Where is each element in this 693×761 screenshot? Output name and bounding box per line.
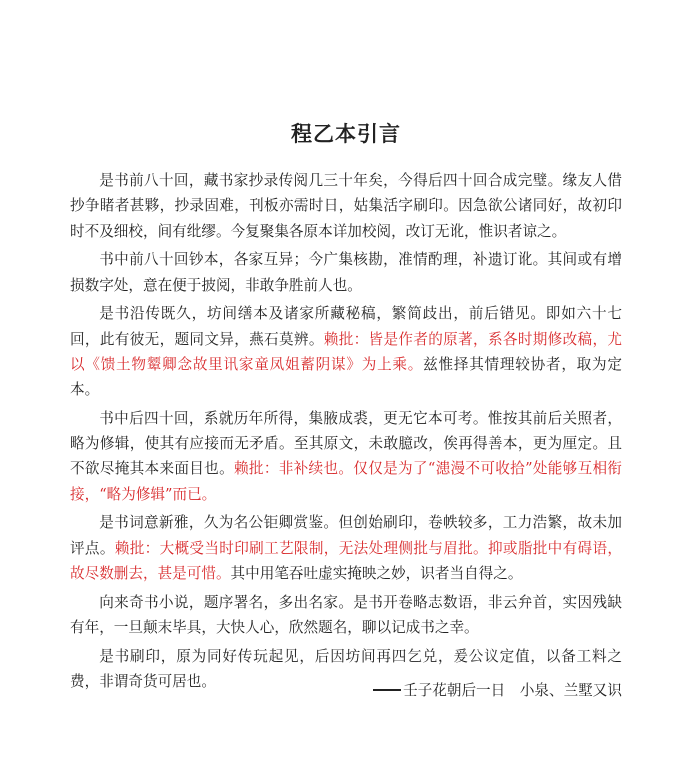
preface-body [70,168,622,698]
paragraph-6 [70,590,622,641]
em-dash-mark [373,689,401,691]
signature-text: 壬子花朝后一日 小泉、兰墅又识 [403,682,622,699]
signature-line [373,680,622,702]
paragraph-2 [70,247,622,298]
paragraph-text: 向来奇书小说，题序署名，多出名家。是书开卷略志数语，非云弁首，实因残缺有年，一旦颠末毕具，大快人心，欣然题名，聊以记成书之幸。 [70,593,622,636]
paragraph-5 [70,510,622,586]
annotation-note: 赖批：皆是作者的原著，系各时期修改稿，尤以《馈土物颦卿念故里讯家童凤姐蓄阴谋》为上乘。 [70,330,622,373]
paragraph-4 [70,406,622,507]
paragraph-text: 是书刷印，原为同好传玩起见，后因坊间再四乞兑，爰公议定值，以备工料之费，非谓奇货可居也。 [70,647,622,690]
paragraph-text: 是书前八十回，藏书家抄录传阅几三十年矣，今得后四十回合成完璧。缘友人借抄争睹者甚夥，抄录固难，刊板亦需时日，姑集活字刷印。因急欲公诸同好，故初印时不及细校，间有纰缪。今复聚集各原本详加校阅，改订无讹，惟识者谅之。 [70,172,622,240]
paragraph-text: 是书沿传既久，坊间缮本及诸家所藏秘稿，繁简歧出，前后错见。即如六十七回，此有彼无，题同文异，燕石莫辨。 [70,305,622,348]
paragraph-text-after: 其中用笔吞吐虚实掩映之妙，识者当自得之。 [230,565,523,583]
annotation-note: 赖批：大概受当时印刷工艺限制，无法处理侧批与眉批。抑或脂批中有碍语，故尽数删去，甚是可惜。 [70,539,622,583]
page-title: 程乙本引言 [291,122,401,146]
paragraph-text: 书中前八十回钞本，各家互异；今广集核勘，准情酌理，补遗订讹。其间或有增损数字处，意在便于披阅，非敢争胜前人也。 [70,251,622,294]
paragraph-3 [70,301,622,402]
paragraph-1 [70,168,622,244]
paragraph-text: 是书词意新雅，久为名公钜卿赏鉴。但创始刷印，卷帙较多，工力浩繁，故未加评点。 [70,514,622,557]
annotation-note: 赖批：非补续也。仅仅是为了“漶漫不可收拾”处能够互相衔接，“略为修辑”而已。 [70,460,622,503]
paragraph-text: 书中后四十回，系就历年所得，集腋成裘，更无它本可考。惟按其前后关照者，略为修辑，使其有应接而无矛盾。至其原文，未敢臆改，俟再得善本，更为厘定。且不欲尽掩其本来面目也。 [70,409,622,478]
paragraph-text-after: 兹惟择其情理较协者，取为定本。 [70,355,622,399]
